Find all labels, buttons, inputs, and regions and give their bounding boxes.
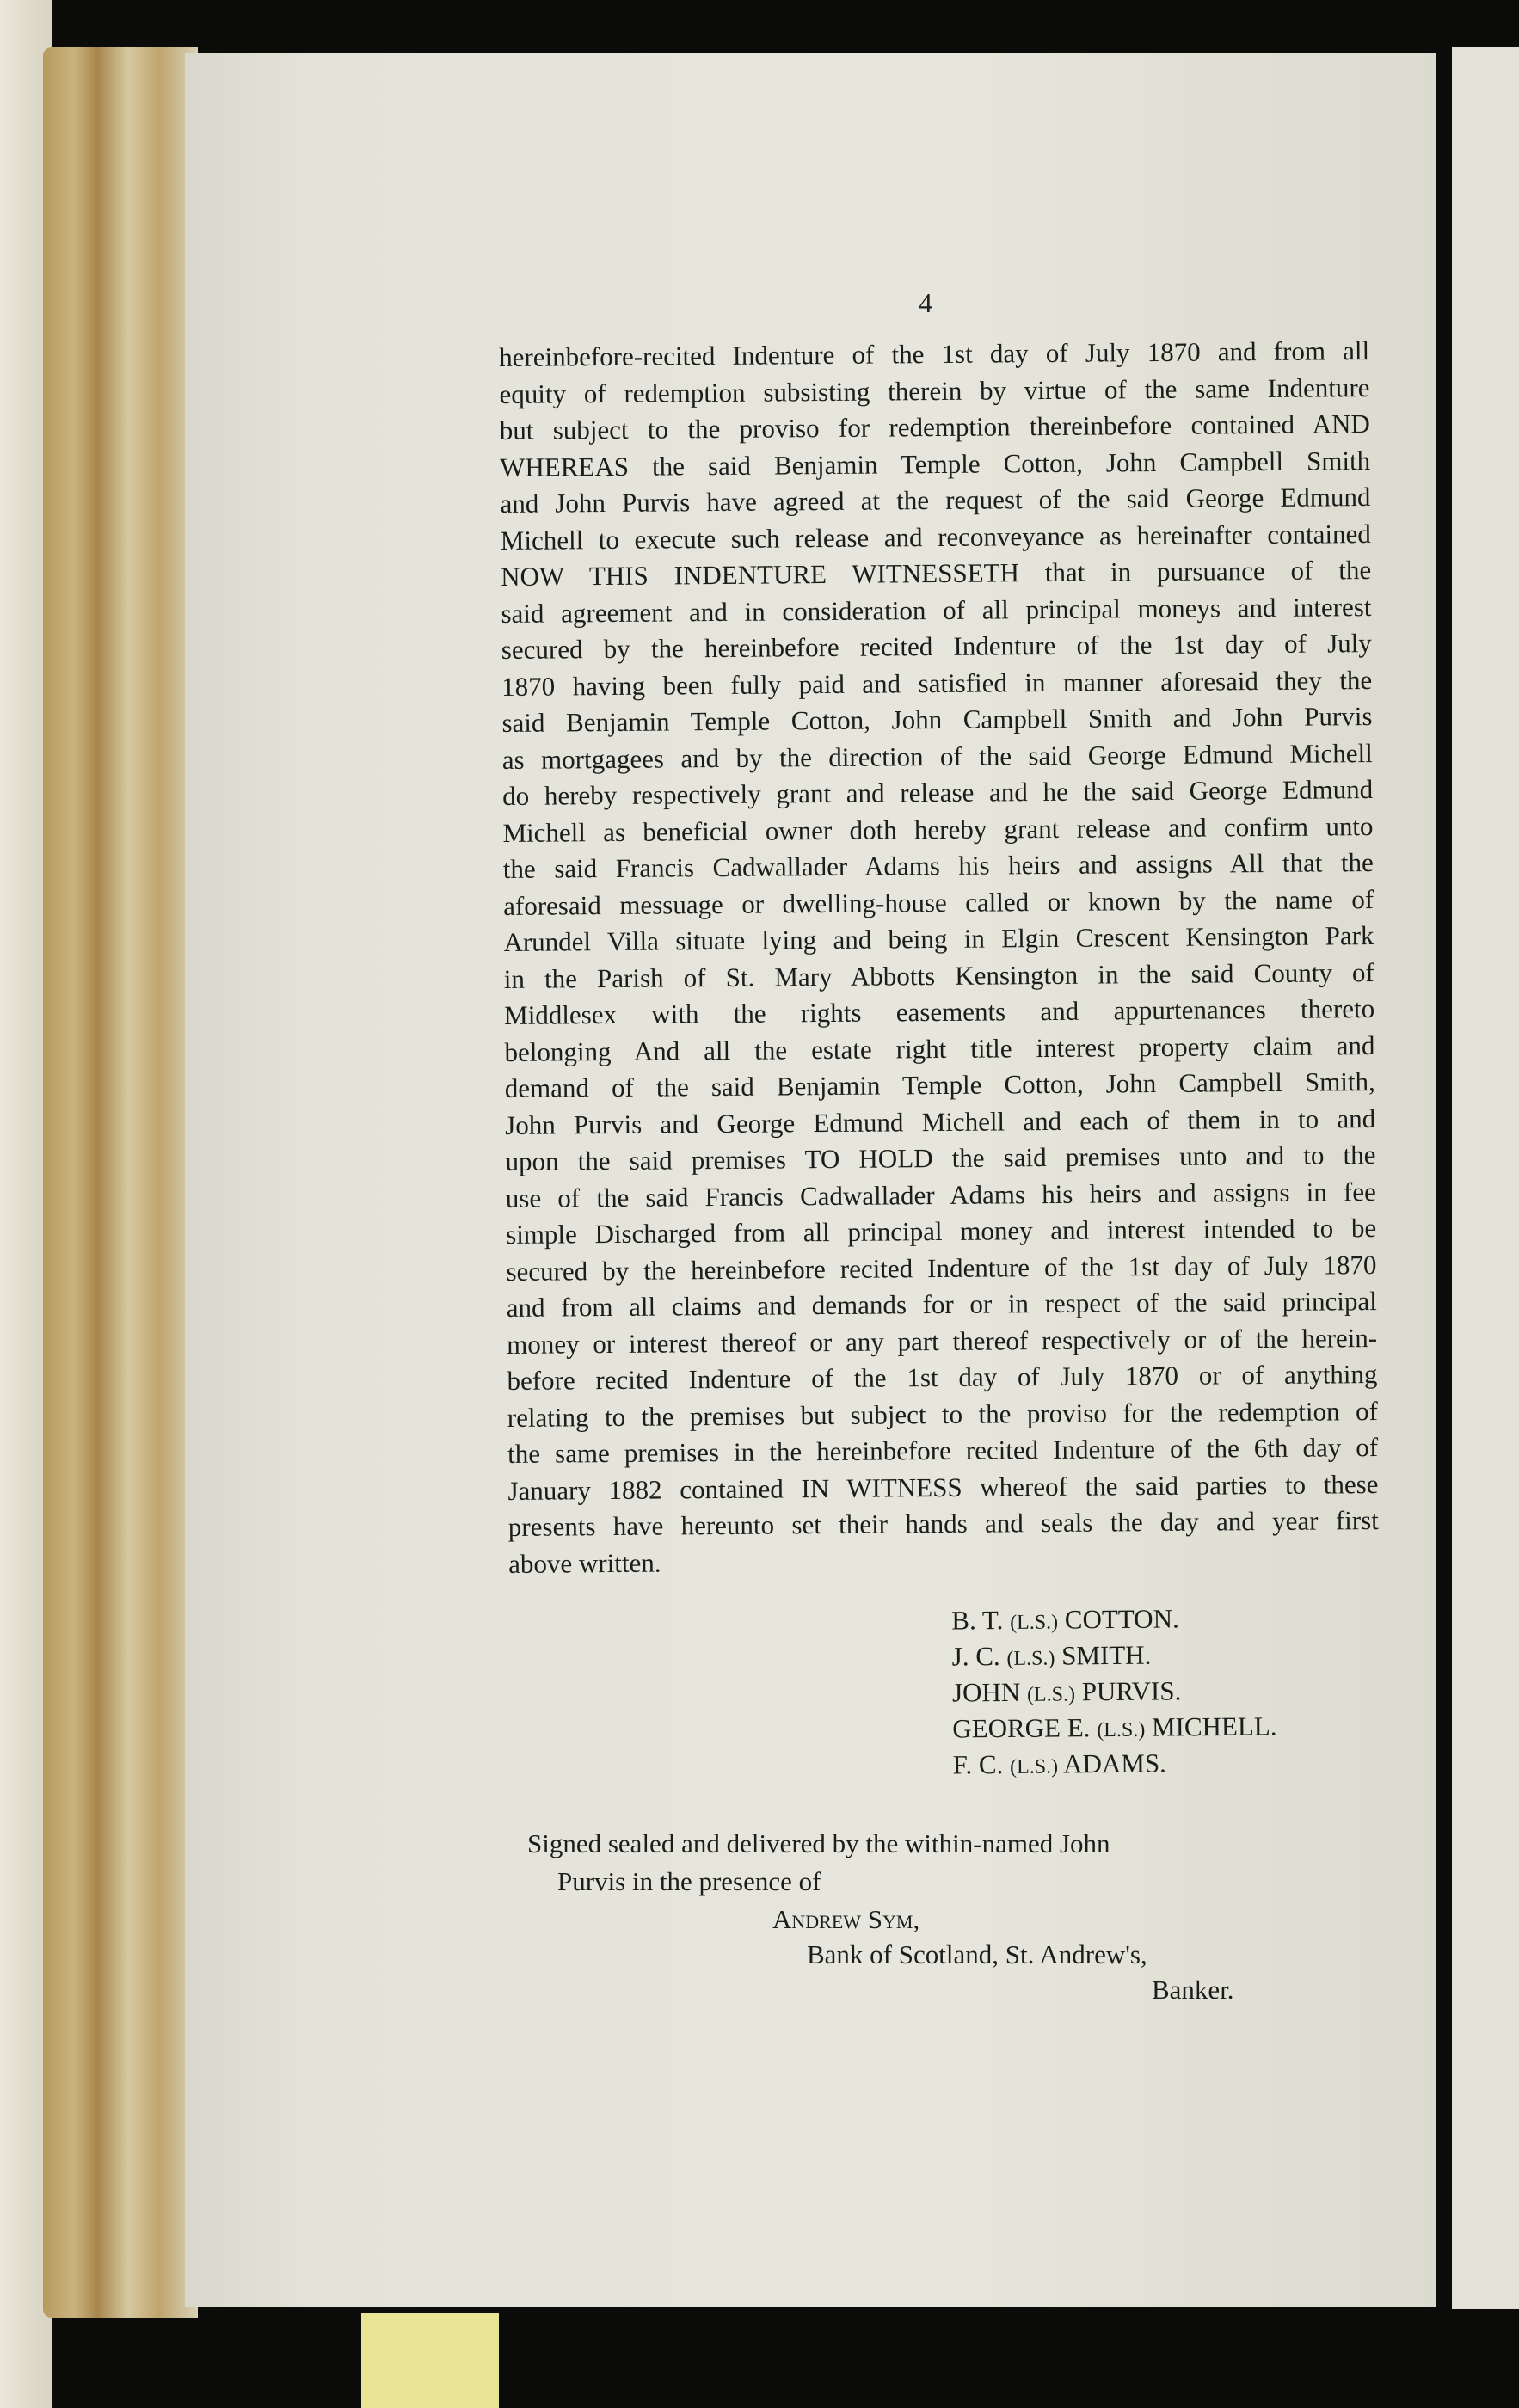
body-line: before recited Indenture of the 1st day of July 1870 or of anything — [507, 1359, 1378, 1396]
deed-body-text — [499, 333, 1379, 1582]
body-line: simple Discharged from all principal money and interest intended to be — [506, 1213, 1377, 1250]
signatory-surname: ADAMS. — [1063, 1748, 1166, 1779]
body-line: John Purvis and George Edmund Michell and each of them in to and — [505, 1103, 1376, 1140]
signature-line — [952, 1637, 1276, 1675]
yellow-bookmark-tab — [361, 2313, 499, 2408]
body-line: Middlesex with the rights easements and appurtenances thereto — [504, 993, 1375, 1030]
body-line: money or interest thereof or any part thereof respectively or of the herein- — [507, 1322, 1378, 1360]
page-edges-stack — [43, 47, 198, 2318]
seal-mark: (L.S.) — [1010, 1611, 1059, 1634]
body-line: WHEREAS the said Benjamin Temple Cotton, John Campbell Smith — [500, 445, 1371, 482]
body-line: Arundel Villa situate lying and being in Elgin Crescent Kensington Park — [503, 920, 1374, 957]
body-line: said agreement and in consideration of all principal moneys and interest — [501, 591, 1372, 629]
body-line: January 1882 contained IN WITNESS whereof the said parties to these — [507, 1468, 1379, 1506]
body-line: 1870 having been fully paid and satisfied in manner aforesaid they the — [501, 664, 1373, 702]
attestation-line-1: Signed sealed and delivered by the within-named John — [527, 1828, 1110, 1858]
body-line: and John Purvis have agreed at the request of the said George Edmund — [500, 482, 1371, 519]
seal-mark: (L.S.) — [1097, 1718, 1146, 1742]
body-line: aforesaid messuage or dwelling-house called or known by the name of — [503, 883, 1374, 921]
body-line: use of the said Francis Cadwallader Adams his heirs and assigns in fee — [505, 1176, 1376, 1213]
body-line: but subject to the proviso for redemption thereinbefore contained AND — [499, 408, 1370, 445]
adjacent-right-page — [1452, 47, 1519, 2309]
body-line: and from all claims and demands for or in respect of the said principal — [506, 1286, 1377, 1323]
seal-mark: (L.S.) — [1026, 1683, 1076, 1706]
body-line: as mortgagees and by the direction of the said George Edmund Michell — [501, 737, 1373, 775]
body-line: presents have hereunto set their hands and seals the day and year first — [507, 1505, 1379, 1542]
signatory-surname: SMITH. — [1061, 1639, 1152, 1671]
body-line: the same premises in the hereinbefore recited Indenture of the 6th day of — [507, 1432, 1379, 1469]
signatory-surname: MICHELL. — [1151, 1711, 1277, 1742]
body-line: secured by the hereinbefore recited Indenture of the 1st day of July — [501, 628, 1372, 665]
body-line: relating to the premises but subject to the proviso for the redemption of — [507, 1395, 1378, 1433]
signature-line — [951, 1600, 1276, 1639]
body-line: in the Parish of St. Mary Abbotts Kensington in the said County of — [503, 956, 1374, 994]
body-line: Michell to execute such release and reconveyance as hereinafter contained — [500, 518, 1371, 556]
signature-block — [951, 1600, 1277, 1784]
body-line: belonging And all the estate right title interest property claim and — [504, 1029, 1375, 1067]
signatory-surname: COTTON. — [1064, 1603, 1179, 1635]
body-line: above written. — [508, 1547, 661, 1579]
witness-occupation: Banker. — [1152, 1975, 1234, 2005]
signatory-initials: GEORGE E. — [952, 1712, 1091, 1744]
signature-line — [952, 1709, 1276, 1748]
body-line: secured by the hereinbefore recited Indenture of the 1st day of July 1870 — [506, 1249, 1377, 1287]
signatory-initials: J. C. — [951, 1641, 1000, 1672]
body-line: hereinbefore-recited Indenture of the 1st day of July 1870 and from all — [499, 335, 1370, 372]
signatory-initials: JOHN — [951, 1676, 1021, 1708]
body-line: demand of the said Benjamin Temple Cotton, John Campbell Smith, — [504, 1066, 1375, 1103]
body-line: NOW THIS INDENTURE WITNESSETH that in pursuance of the — [501, 555, 1372, 592]
body-line: the said Francis Cadwallader Adams his heirs and assigns All that the — [502, 847, 1374, 884]
seal-mark: (L.S.) — [1010, 1755, 1059, 1778]
signatory-initials: B. T. — [951, 1605, 1004, 1636]
body-line: said Benjamin Temple Cotton, John Campbell Smith and John Purvis — [501, 701, 1373, 738]
page-number: 4 — [919, 287, 932, 318]
witness-name: Andrew Sym, — [772, 1904, 920, 1934]
signature-line — [952, 1673, 1276, 1711]
signature-line — [953, 1745, 1277, 1784]
body-line: Michell as beneficial owner doth hereby grant release and confirm unto — [502, 810, 1374, 848]
body-line: do hereby respectively grant and release and he the said George Edmund — [502, 774, 1374, 811]
attestation-line-2: Purvis in the presence of — [557, 1866, 821, 1896]
body-line: equity of redemption subsisting therein by virtue of the same Indenture — [499, 372, 1370, 409]
witness-address: Bank of Scotland, St. Andrew's, — [807, 1939, 1147, 1969]
seal-mark: (L.S.) — [1006, 1647, 1055, 1670]
body-line: upon the said premises TO HOLD the said premises unto and to the — [505, 1140, 1376, 1176]
signatory-initials: F. C. — [952, 1749, 1004, 1780]
signatory-surname: PURVIS. — [1081, 1675, 1182, 1707]
